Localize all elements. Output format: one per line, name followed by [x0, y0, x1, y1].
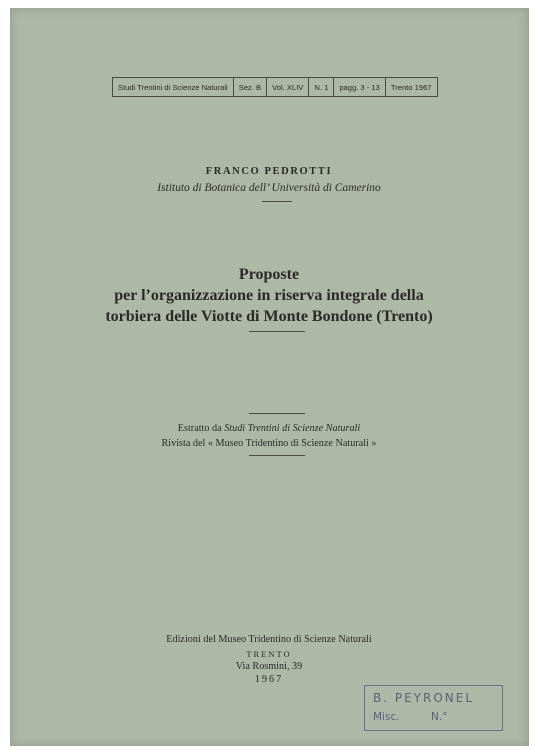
stamp-misc-label: Misc. [373, 711, 400, 723]
publisher-address: Via Rosmini, 39 [235, 661, 303, 672]
section-label: Sez. B [234, 78, 267, 96]
extract-prefix: Estratto da [177, 423, 225, 434]
ownership-stamp [364, 685, 503, 731]
divider [249, 413, 305, 414]
divider [262, 201, 292, 202]
extract-line-2: Rivista del « Museo Tridentino di Scienze Naturali » [161, 438, 377, 449]
divider [249, 455, 305, 456]
title-line-1: Proposte [238, 266, 300, 283]
number-label: N. 1 [309, 78, 334, 96]
pages-label: pagg. 3 - 13 [334, 78, 386, 96]
title-line-2: per l’organizzazione in riserva integrale della [114, 287, 424, 304]
extract-journal: Studi Trentini di Scienze Naturali [224, 423, 361, 434]
extract-line-1 [10, 421, 528, 436]
publication-year: 1967 [254, 674, 284, 685]
stamp-number-label: N.° [431, 711, 448, 723]
author-name: FRANCO PEDROTTI [205, 166, 333, 177]
place-year-label: Trento 1967 [390, 82, 432, 92]
journal-header-table [112, 77, 438, 97]
publisher-name: Edizioni del Museo Tridentino di Scienze Naturali [166, 634, 372, 645]
author-affiliation: Istituto di Botanica dell’ Università di Camerino [157, 182, 381, 194]
title-line-3: torbiera delle Viotte di Monte Bondone (Trento) [105, 308, 433, 325]
stamp-name: B. PEYRONEL [373, 691, 475, 705]
volume-label: Vol. XLIV [267, 78, 309, 96]
divider [249, 331, 305, 332]
journal-name: Studi Trentini di Scienze Naturali [113, 78, 234, 96]
publisher-city: TRENTO [246, 649, 292, 659]
